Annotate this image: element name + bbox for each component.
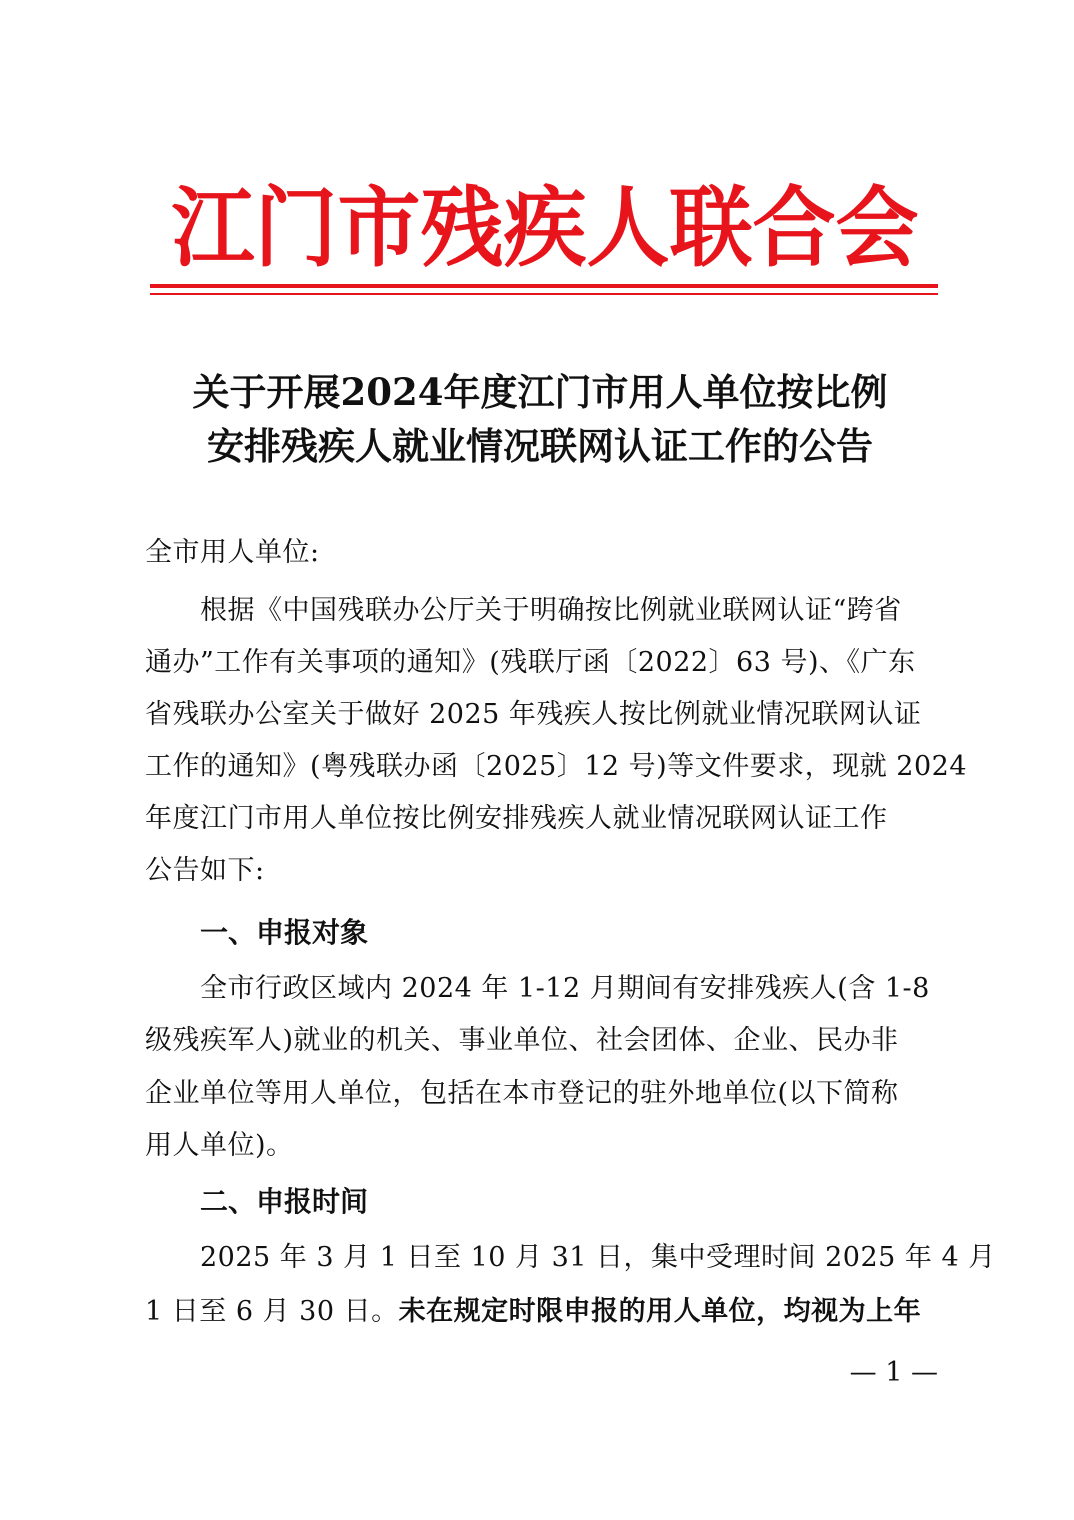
paragraph-line: 省残联办公室关于做好 2025 年残疾人按比例就业情况联网认证: [145, 699, 922, 730]
paragraph-line: 年度江门市用人单位按比例安排残疾人就业情况联网认证工作: [145, 803, 888, 834]
paragraph-line: 通办”工作有关事项的通知》(残联厅函〔2022〕63 号)、《广东: [145, 647, 916, 678]
salutation: 全市用人单位:: [145, 537, 320, 568]
paragraph-line: [145, 1286, 945, 1338]
paragraph-text: 1 日至 6 月 30 日。: [145, 1296, 399, 1327]
masthead-rule-thick: [150, 284, 938, 288]
paragraph-line: 全市行政区域内 2024 年 1-12 月期间有安排残疾人(含 1-8: [145, 973, 930, 1004]
paragraph-line: 根据《中国残联办公厅关于明确按比例就业联网认证“跨省: [145, 595, 902, 626]
emphasized-text: 未在规定时限申报的用人单位，均视为上年: [398, 1296, 922, 1327]
paragraph-line: 2025 年 3 月 1 日至 10 月 31 日，集中受理时间 2025 年 4 月: [145, 1242, 996, 1273]
paragraph-line: 级残疾军人)就业的机关、事业单位、社会团体、企业、民办非: [145, 1025, 899, 1056]
section-heading-schedule: 二、申报时间: [200, 1185, 369, 1218]
document-title-line-2: 安排残疾人就业情况联网认证工作的公告: [207, 424, 873, 468]
document-title-line-1: 关于开展2024年度江门市用人单位按比例: [192, 370, 888, 414]
page-number: — 1 —: [849, 1357, 938, 1388]
paragraph-line: 工作的通知》(粤残联办函〔2025〕12 号)等文件要求，现就 2024: [145, 751, 968, 782]
masthead-rule-thin: [150, 293, 938, 295]
masthead-org-name: 江门市残疾人联合会: [171, 176, 919, 280]
section-heading-applicants: 一、申报对象: [200, 916, 369, 949]
paragraph-line: 用人单位)。: [145, 1130, 294, 1161]
paragraph-line: 企业单位等用人单位，包括在本市登记的驻外地单位(以下简称: [145, 1078, 899, 1109]
paragraph-line: 公告如下:: [145, 855, 265, 886]
